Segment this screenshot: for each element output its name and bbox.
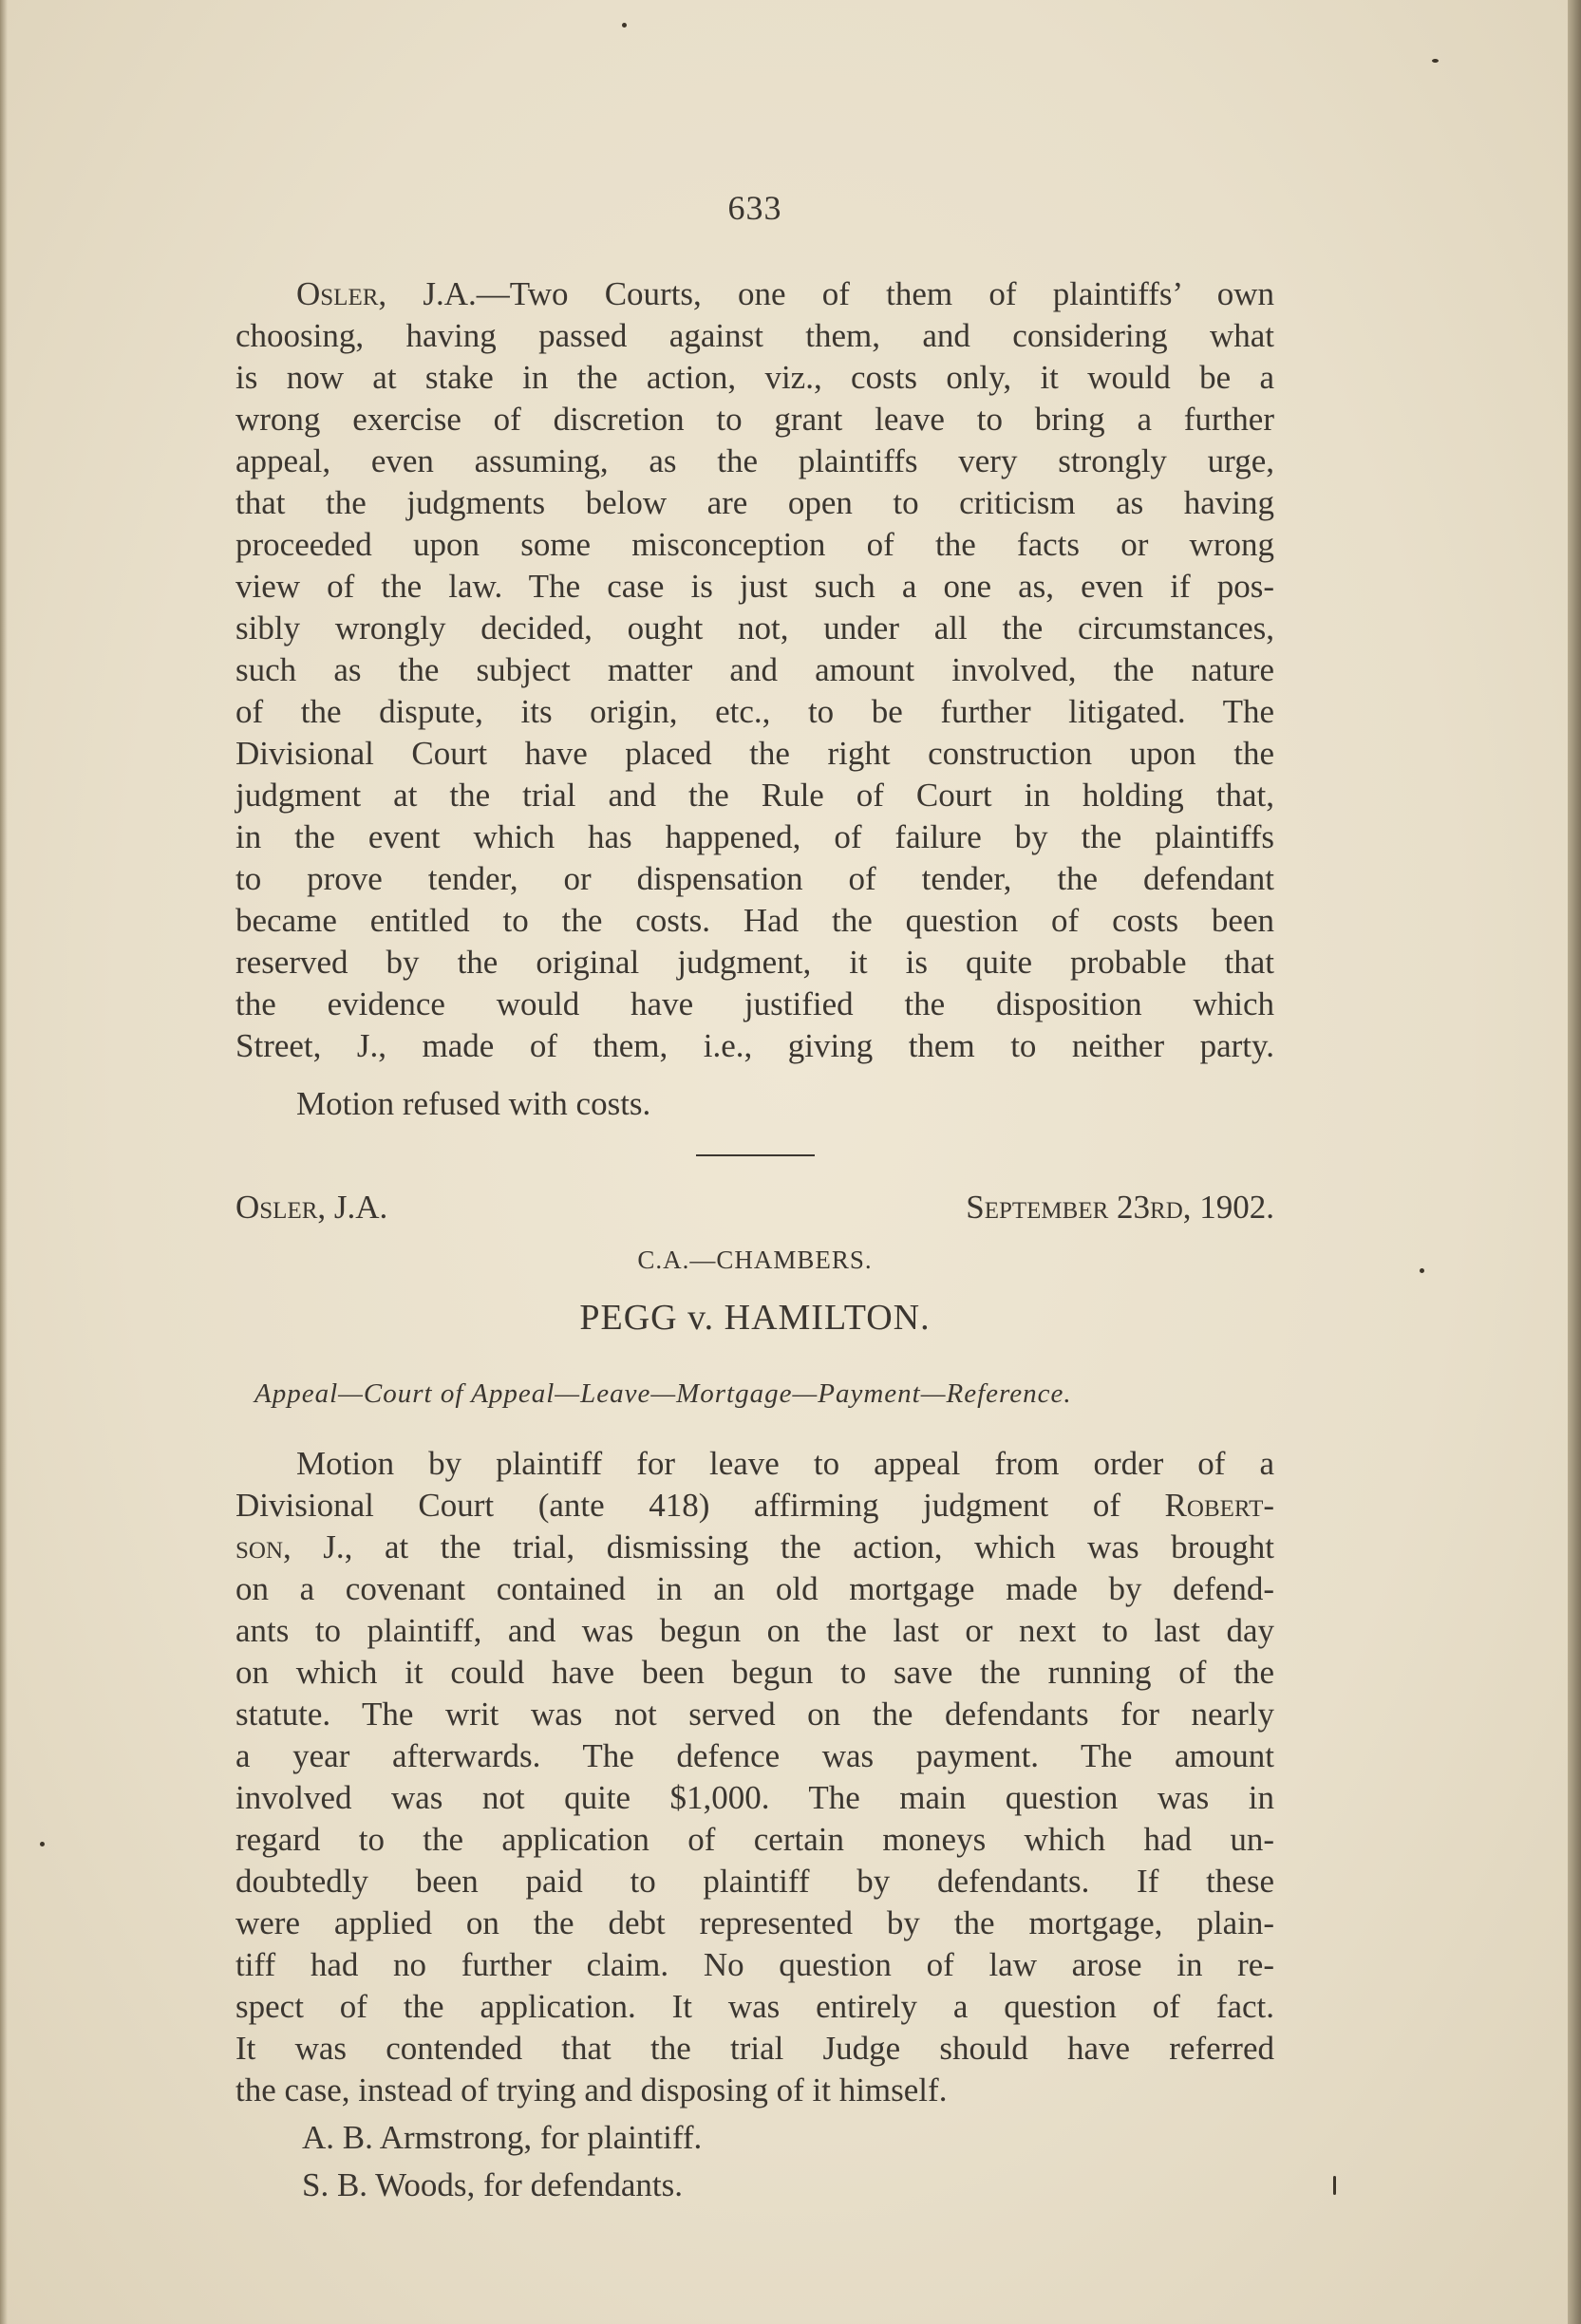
scan-speck	[1333, 2176, 1336, 2195]
opinion-line: view of the law. The case is just such a one as, even if pos-	[235, 568, 1274, 605]
opinion-line: in the event which has happened, of failure by the plaintiffs	[235, 818, 1274, 855]
motion-line: son, J., at the trial, dismissing the action, which was brought	[235, 1528, 1274, 1565]
judge-name: Osler	[296, 275, 379, 312]
opinion-line: appeal, even assuming, as the plaintiffs very strongly urge,	[235, 442, 1274, 479]
page-left-edge	[0, 0, 8, 2324]
scan-speck	[622, 23, 627, 28]
opinion-line: Divisional Court have placed the right construction upon the	[235, 735, 1274, 772]
case-date: September 23rd, 1902.	[966, 1189, 1274, 1226]
motion-line: statute. The writ was not served on the defendants for nearly	[235, 1696, 1274, 1733]
opinion-line: is now at stake in the action, viz., costs only, it would be a	[235, 359, 1274, 396]
opinion-line: to prove tender, or dispensation of tender, the defendant	[235, 860, 1274, 897]
opinion-line: that the judgments below are open to criticism as having	[235, 484, 1274, 521]
scan-speck	[1420, 1268, 1424, 1273]
motion-line: regard to the application of certain moneys which had un-	[235, 1821, 1274, 1858]
motion-line: Divisional Court (ante 418) affirming judgment of Robert-	[235, 1487, 1274, 1524]
opinion-line: Osler, J.A.—Two Courts, one of them of plaintiffs’ own	[296, 275, 1274, 312]
opinion-paragraph	[235, 273, 1274, 1125]
motion-line: spect of the application. It was entirely a question of fact.	[235, 1988, 1274, 2025]
motion-line: Motion by plaintiff for leave to appeal from order of a	[296, 1445, 1274, 1482]
motion-paragraph	[235, 1443, 1274, 2111]
opinion-line: judgment at the trial and the Rule of Court in holding that,	[235, 777, 1274, 814]
motion-line: a year afterwards. The defence was payment. The amount	[235, 1737, 1274, 1774]
catchwords: Appeal—Court of Appeal—Leave—Mortgage—Payment—Reference.	[254, 1378, 1072, 1409]
opinion-line: sibly wrongly decided, ought not, under all the circumstances,	[235, 609, 1274, 647]
motion-line: the case, instead of trying and disposing of it himself.	[235, 2071, 948, 2108]
motion-line: on a covenant contained in an old mortgage made by defend-	[235, 1570, 1274, 1607]
scan-speck	[40, 1842, 45, 1846]
opinion-line: choosing, having passed against them, and considering what	[235, 317, 1274, 354]
motion-line: ants to plaintiff, and was begun on the last or next to last day	[235, 1612, 1274, 1649]
book-spine-edge	[1568, 0, 1581, 2324]
case-title: PEGG v. HAMILTON.	[579, 1298, 931, 1338]
opinion-line: proceeded upon some misconception of the facts or wrong	[235, 526, 1274, 563]
opinion-line: became entitled to the costs. Had the question of costs been	[235, 902, 1274, 939]
page-number: 633	[727, 189, 782, 227]
motion-line: It was contended that the trial Judge should have referred	[235, 2030, 1274, 2067]
motion-line: were applied on the debt represented by the mortgage, plain-	[235, 1904, 1274, 1941]
opinion-line: wrong exercise of discretion to grant leave to bring a further	[235, 401, 1274, 438]
scan-speck	[1432, 59, 1439, 63]
counsel-defendants: S. B. Woods, for defendants.	[302, 2166, 683, 2203]
case-judge-date-line	[235, 1187, 1274, 1228]
court-heading: C.A.—CHAMBERS.	[637, 1246, 873, 1274]
counsel-plaintiff: A. B. Armstrong, for plaintiff.	[302, 2119, 703, 2156]
opinion-line: reserved by the original judgment, it is quite probable that	[235, 944, 1274, 981]
motion-line: on which it could have been begun to save the running of the	[235, 1654, 1274, 1691]
disposition: Motion refused with costs.	[296, 1085, 651, 1122]
opinion-line: of the dispute, its origin, etc., to be further litigated. The	[235, 693, 1274, 730]
opinion-line: Street, J., made of them, i.e., giving them to neither party.	[235, 1027, 1274, 1064]
motion-line: involved was not quite $1,000. The main question was in	[235, 1779, 1274, 1816]
case-judge: Osler, J.A.	[235, 1189, 388, 1226]
section-divider	[696, 1154, 815, 1156]
motion-line: doubtedly been paid to plaintiff by defendants. If these	[235, 1863, 1274, 1900]
opinion-line: such as the subject matter and amount involved, the nature	[235, 651, 1274, 688]
motion-line: tiff had no further claim. No question of law arose in re-	[235, 1946, 1274, 1983]
opinion-line: the evidence would have justified the disposition which	[235, 985, 1274, 1022]
